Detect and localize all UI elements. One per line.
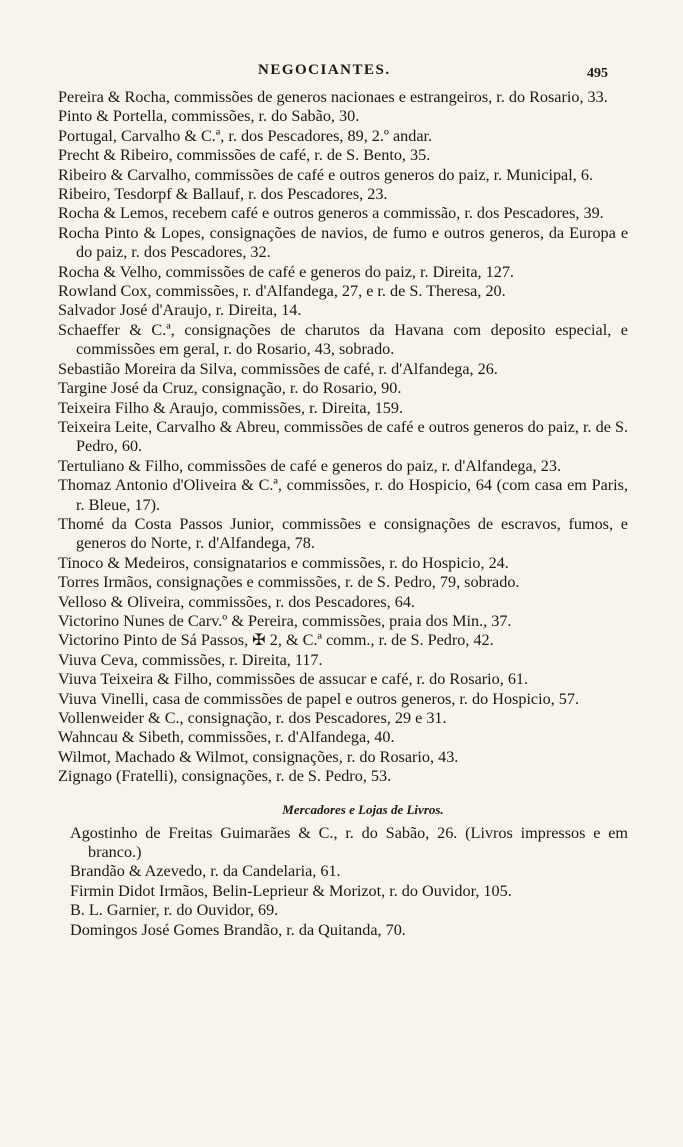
list-item: Torres Irmãos, consignações e commissões, r. de S. Pedro, 79, sobrado.	[58, 573, 520, 592]
list-item: Thomaz Antonio d'Oliveira & C.ª, commissões, r. do Hospicio, 64 (com casa em Paris, r. Bleue, 17).	[58, 476, 628, 514]
list-item: Rocha & Velho, commissões de café e generos do paiz, r. Direita, 127.	[58, 262, 514, 281]
list-item: Viuva Teixeira & Filho, commissões de assucar e café, r. do Rosario, 61.	[58, 670, 529, 689]
list-item: Ribeiro, Tesdorpf & Ballauf, r. dos Pescadores, 23.	[58, 185, 388, 204]
list-item: Victorino Nunes de Carv.º & Pereira, commissões, praia dos Min., 37.	[58, 611, 512, 630]
running-head: NEGOCIANTES.	[258, 62, 391, 78]
list-item: Targine José da Cruz, consignação, r. do Rosario, 90.	[58, 379, 402, 398]
list-item: Ribeiro & Carvalho, commissões de café e outros generos do paiz, r. Municipal, 6.	[58, 165, 593, 184]
list-item: Pinto & Portella, commissões, r. do Sabão, 30.	[58, 107, 360, 126]
list-item: Velloso & Oliveira, commissões, r. dos Pescadores, 64.	[58, 592, 415, 611]
list-item: Salvador José d'Araujo, r. Direita, 14.	[58, 301, 302, 320]
list-item: Tinoco & Medeiros, consignatarios e commissões, r. do Hospicio, 24.	[58, 553, 509, 572]
list-item: Pereira & Rocha, commissões de generos nacionaes e estrangeiros, r. do Rosario, 33.	[58, 88, 608, 106]
list-item: Sebastião Moreira da Silva, commissões de café, r. d'Alfandega, 26.	[58, 359, 498, 378]
list-item: Schaeffer & C.ª, consignações de charutos da Havana com deposito especial, e commissões em geral, r. do Rosario, 43, sobrado.	[58, 320, 628, 359]
list-item: Victorino Pinto de Sá Passos, ✠ 2, & C.ª comm., r. de S. Pedro, 42.	[58, 631, 494, 650]
list-item: B. L. Garnier, r. do Ouvidor, 69.	[70, 901, 279, 920]
list-item: Rocha & Lemos, recebem café e outros generos a commissão, r. dos Pescadores, 39.	[58, 204, 604, 223]
list-item: Wahncau & Sibeth, commissões, r. d'Alfandega, 40.	[58, 728, 395, 747]
list-item: Viuva Ceva, commissões, r. Direita, 117.	[58, 650, 323, 669]
bookseller-list	[64, 824, 628, 940]
list-item: Teixeira Filho & Araujo, commissões, r. Direita, 159.	[58, 398, 404, 417]
list-item: Tertuliano & Filho, commissões de café e generos do paiz, r. d'Alfandega, 23.	[58, 456, 562, 475]
list-item: Wilmot, Machado & Wilmot, consignações, r. do Rosario, 43.	[58, 747, 459, 766]
list-item: Rocha Pinto & Lopes, consignações de navios, de fumo e outros generos, da Europa e do paiz, r. dos Pescadores, 32.	[58, 223, 628, 262]
list-item: Thomé da Costa Passos Junior, commissões e consignações de escravos, fumos, e generos do Norte, r. d'Alfandega, 78.	[58, 514, 628, 553]
list-item: Brandão & Azevedo, r. da Candelaria, 61.	[70, 862, 341, 881]
list-item: Viuva Vinelli, casa de commissões de papel e outros generos, r. do Hospicio, 57.	[58, 689, 580, 708]
page-header	[0, 62, 683, 86]
list-item: Vollenweider & C., consignação, r. dos Pescadores, 29 e 31.	[58, 709, 447, 727]
list-item: Firmin Didot Irmãos, Belin-Leprieur & Morizot, r. do Ouvidor, 105.	[70, 881, 512, 900]
list-item: Precht & Ribeiro, commissões de café, r. de S. Bento, 35.	[58, 146, 431, 165]
list-item: Zignago (Fratelli), consignações, r. de S. Pedro, 53.	[58, 767, 392, 786]
list-item: Portugal, Carvalho & C.ª, r. dos Pescadores, 89, 2.º andar.	[58, 126, 433, 145]
section-heading: Mercadores e Lojas de Livros.	[282, 801, 444, 817]
list-item: Agostinho de Freitas Guimarães & C., r. do Sabão, 26. (Livros impressos e em branco.)	[70, 823, 628, 862]
list-item: Rowland Cox, commissões, r. d'Alfandega, 27, e r. de S. Theresa, 20.	[58, 282, 506, 301]
list-item: Domingos José Gomes Brandão, r. da Quitanda, 70.	[70, 920, 406, 939]
page-number: 495	[587, 66, 608, 81]
merchant-list	[58, 88, 628, 940]
list-item: Teixeira Leite, Carvalho & Abreu, commissões de café e outros generos do paiz, r. de S. Pedro, 60.	[58, 417, 628, 456]
